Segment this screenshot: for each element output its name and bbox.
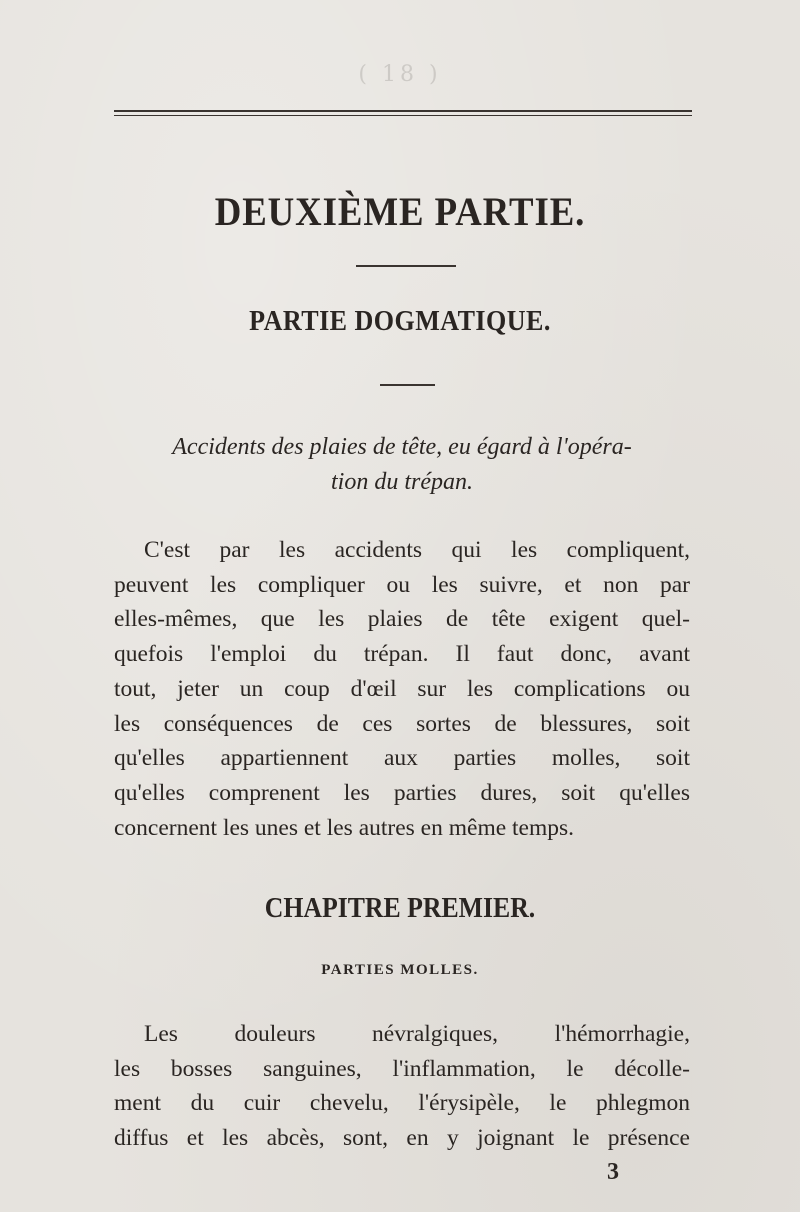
paragraph-2-line: les bosses sanguines, l'inflammation, le décolle- <box>114 1055 690 1082</box>
paragraph-1-line: les conséquences de ces sortes de blessures, soit <box>114 710 690 737</box>
paragraph-1-line: qu'elles appartiennent aux parties molles, soit <box>114 745 690 772</box>
paragraph-2 <box>114 1017 690 1156</box>
separator-rule-1 <box>356 265 456 267</box>
header-rule-thin <box>114 115 692 116</box>
italic-subheading-line-1: Accidents des plaies de tête, eu égard à l'opéra- <box>172 434 632 460</box>
paragraph-1-line: peuvent les compliquer ou les suivre, et non par <box>114 571 690 598</box>
paragraph-2-line: diffus et les abcès, sont, en y joignant le présence <box>114 1125 690 1152</box>
paragraph-1-line: quefois l'emploi du trépan. Il faut donc, avant <box>114 641 690 668</box>
separator-rule-2 <box>380 384 435 386</box>
paragraph-2-line: Les douleurs névralgiques, l'hémorrhagie, <box>144 1021 690 1047</box>
paragraph-1-line: C'est par les accidents qui les compliquent, <box>144 537 690 563</box>
chapter-title: CHAPITRE PREMIER. <box>264 893 536 924</box>
chapter-subtitle: PARTIES MOLLES. <box>321 962 479 978</box>
italic-subheading-line-2: tion du trépan. <box>331 469 473 495</box>
page-number: 3 <box>607 1159 619 1185</box>
part-title: DEUXIÈME PARTIE. <box>214 189 586 234</box>
paragraph-1-line: qu'elles comprenent les parties dures, soit qu'elles <box>114 779 690 806</box>
paragraph-2-line: ment du cuir chevelu, l'érysipèle, le phlegmon <box>114 1090 690 1117</box>
faint-folio-number: ( 18 ) <box>358 62 442 87</box>
section-title: PARTIE DOGMATIQUE. <box>249 306 551 337</box>
header-rule-thick <box>114 110 692 112</box>
paragraph-1-line: concernent les unes et les autres en même temps. <box>114 814 575 841</box>
header-double-rule <box>114 110 692 117</box>
paragraph-1-line: tout, jeter un coup d'œil sur les complications ou <box>114 675 690 702</box>
paragraph-1 <box>114 533 690 845</box>
italic-subheading <box>112 430 692 500</box>
paragraph-1-line: elles-mêmes, que les plaies de tête exigent quel- <box>114 606 690 633</box>
